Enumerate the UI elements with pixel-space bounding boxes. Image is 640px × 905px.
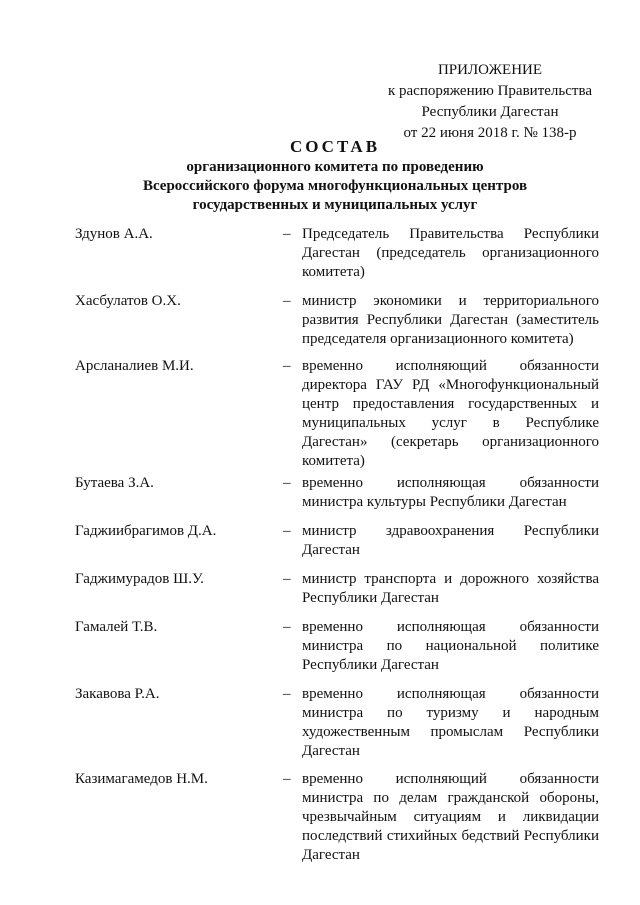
member-role: временно исполняющий обязанности министра по делам гражданской обороны, чрезвычайным ситуациям и ликвидации последствий стихийных бедствий Республики Дагестан (302, 771, 599, 863)
member-name: Закавова Р.А. (75, 686, 160, 702)
member-dash: – (283, 619, 291, 635)
member-name: Гамалей Т.В. (75, 619, 158, 635)
member-name: Бутаева З.А. (75, 475, 154, 491)
appendix-reference: к распоряжению Правительства (387, 83, 592, 99)
member-name: Гаджиибрагимов Д.А. (75, 523, 217, 539)
member-name: Арсланалиев М.И. (75, 358, 194, 374)
member-role: Председатель Правительства Республики Дагестан (председатель организационного комитета) (302, 226, 599, 280)
member-dash: – (283, 475, 291, 491)
member-name: Хасбулатов О.Х. (75, 293, 181, 309)
document-subtitle-line-1: организационного комитета по проведению (186, 159, 484, 175)
appendix-authority: Республики Дагестан (421, 104, 559, 120)
member-dash: – (283, 226, 291, 242)
document-heading (40, 136, 630, 215)
document-subtitle-line-3: государственных и муниципальных услуг (192, 197, 478, 213)
appendix-date-number: от 22 июня 2018 г. № 138-р (403, 125, 577, 141)
document-subtitle-line-2: Всероссийского форума многофункциональных центров (142, 178, 528, 194)
member-role: временно исполняющая обязанности министра культуры Республики Дагестан (302, 475, 599, 510)
member-dash: – (283, 293, 291, 309)
member-role: временно исполняющий обязанности директора ГАУ РД «Многофункциональный центр предоставления государственных и муниципальных услуг в Республике Дагестан» (секретарь организационного комитета) (302, 358, 599, 469)
member-name: Гаджимурадов Ш.У. (75, 571, 204, 587)
member-dash: – (283, 358, 291, 374)
member-dash: – (283, 571, 291, 587)
appendix-block (370, 60, 610, 144)
member-role: временно исполняющая обязанности министра по национальной политике Республики Дагестан (302, 619, 599, 673)
member-name: Казимагамедов Н.М. (75, 771, 208, 787)
member-dash: – (283, 523, 291, 539)
member-role: министр экономики и территориального развития Республики Дагестан (заместитель председателя организационного комитета) (302, 293, 599, 347)
appendix-title: ПРИЛОЖЕНИЕ (437, 62, 543, 78)
member-role: министр здравоохранения Республики Дагестан (302, 523, 599, 558)
member-name: Здунов А.А. (75, 226, 153, 242)
document-title: СОСТАВ (289, 137, 381, 156)
member-role: министр транспорта и дорожного хозяйства Республики Дагестан (302, 571, 599, 606)
member-dash: – (283, 686, 291, 702)
member-dash: – (283, 771, 291, 787)
member-role: временно исполняющая обязанности министра по туризму и народным художественным промыслам Республики Дагестан (302, 686, 599, 759)
